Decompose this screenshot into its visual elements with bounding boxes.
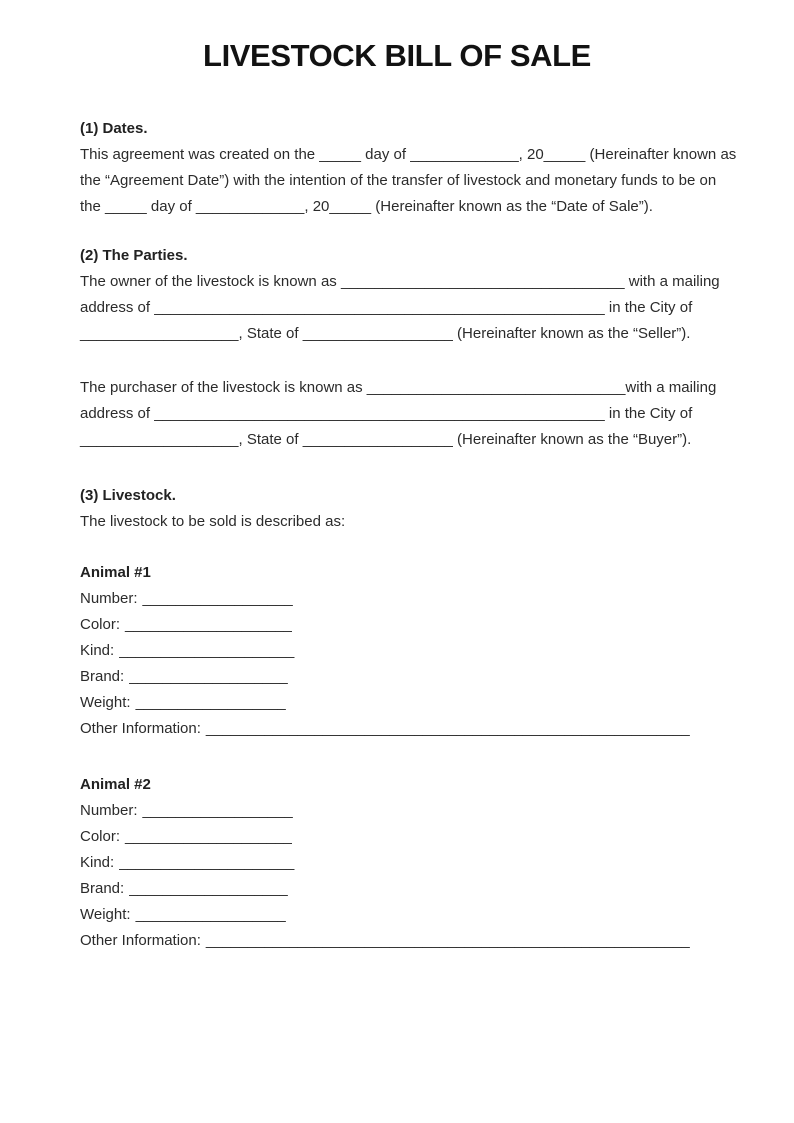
field-blank: __________________	[142, 590, 293, 607]
animal-1-field-number	[80, 586, 714, 612]
dates-line-3: the _____ day of _____________, 20_____ (Hereinafter known as the “Date of Sale”).	[80, 198, 653, 215]
field-label: Brand:	[80, 668, 125, 685]
animal-1-field-weight	[80, 690, 714, 716]
field-blank: ____________________	[125, 828, 292, 845]
field-label: Weight:	[80, 694, 131, 711]
field-blank: ___________________	[129, 880, 288, 897]
field-label: Color:	[80, 828, 121, 845]
section-dates-heading: (1) Dates.	[80, 120, 148, 137]
animal-1-field-brand	[80, 664, 714, 690]
animal-1-field-color	[80, 612, 714, 638]
field-blank: _____________________	[119, 642, 295, 659]
field-label: Number:	[80, 802, 138, 819]
field-blank: _____________________	[119, 854, 295, 871]
field-label: Kind:	[80, 642, 115, 659]
animal-2-field-brand	[80, 876, 714, 902]
purchaser-line-1: The purchaser of the livestock is known as _______________________________with a mailing	[80, 379, 717, 396]
field-label: Number:	[80, 590, 138, 607]
field-label: Weight:	[80, 906, 131, 923]
field-blank: __________________	[135, 906, 286, 923]
section-livestock-heading: (3) Livestock.	[80, 487, 176, 504]
dates-line-2: the “Agreement Date”) with the intention of the transfer of livestock and monetary funds to be on	[80, 172, 717, 189]
animal-2-field-number	[80, 798, 714, 824]
section-parties-heading: (2) The Parties.	[80, 247, 188, 264]
purchaser-line-3: ___________________, State of __________________ (Hereinafter known as the “Buyer”).	[80, 431, 692, 448]
purchaser-line-2: address of ______________________________________________________ in the City of	[80, 405, 693, 422]
animal-2-heading: Animal #2	[80, 776, 151, 793]
animal-2-field-color	[80, 824, 714, 850]
field-label: Kind:	[80, 854, 115, 871]
field-label: Other Information:	[80, 720, 201, 737]
owner-line-3: ___________________, State of __________________ (Hereinafter known as the “Seller”).	[80, 325, 691, 342]
animal-1-heading: Animal #1	[80, 564, 151, 581]
dates-line-1: This agreement was created on the _____ day of _____________, 20_____ (Hereinafter known as	[80, 146, 737, 163]
page-title: LIVESTOCK BILL OF SALE	[203, 38, 591, 73]
field-blank: __________________________________________________________	[205, 932, 690, 949]
field-label: Other Information:	[80, 932, 201, 949]
field-blank: __________________	[135, 694, 286, 711]
animal-2-field-kind	[80, 850, 714, 876]
field-blank: ____________________	[125, 616, 292, 633]
livestock-intro: The livestock to be sold is described as:	[80, 513, 346, 530]
field-blank: __________________	[142, 802, 293, 819]
animal-2-field-other	[80, 928, 714, 954]
field-label: Color:	[80, 616, 121, 633]
owner-line-1: The owner of the livestock is known as __________________________________ with a mailing	[80, 273, 720, 290]
field-blank: ___________________	[129, 668, 288, 685]
owner-line-2: address of ______________________________________________________ in the City of	[80, 299, 693, 316]
field-blank: __________________________________________________________	[205, 720, 690, 737]
animal-1-field-kind	[80, 638, 714, 664]
animal-2-field-weight	[80, 902, 714, 928]
field-label: Brand:	[80, 880, 125, 897]
animal-1-field-other	[80, 716, 714, 742]
